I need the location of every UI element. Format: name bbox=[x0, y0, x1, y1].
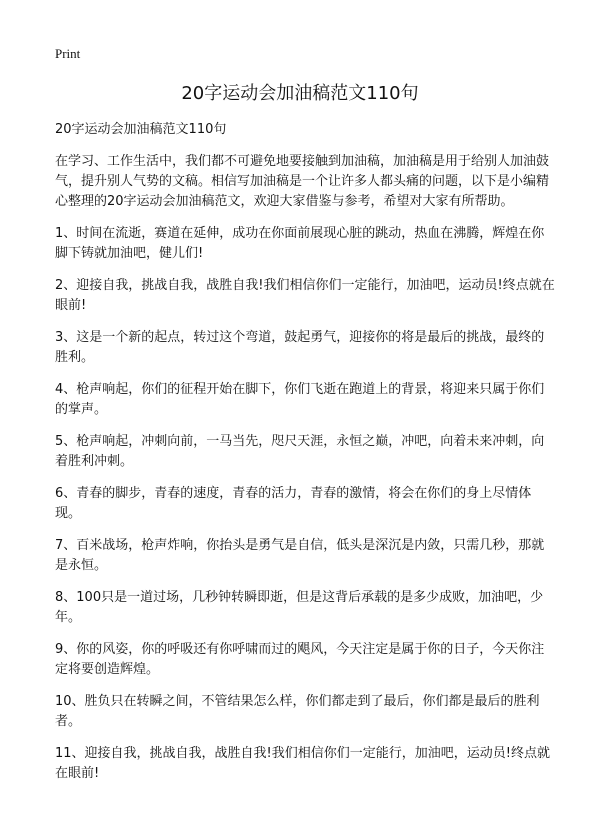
article-body bbox=[55, 120, 557, 796]
article-subtitle: 20字运动会加油稿范文110句 bbox=[55, 122, 227, 137]
cheer-item-11: 11、迎接自我，挑战自我，战胜自我!我们相信你们一定能行，加油吧，运动员!终点就在眼前! bbox=[55, 746, 550, 781]
cheer-item-3: 3、这是一个新的起点，转过这个弯道，鼓起勇气，迎接你的将是最后的挑战，最终的胜利。 bbox=[55, 330, 545, 365]
page-title: 20字运动会加油稿范文110句 bbox=[181, 83, 419, 104]
cheer-item-5: 5、枪声响起，冲刺向前，一马当先，咫尺天涯，永恒之巅，冲吧，向着未来冲刺，向着胜利冲刺。 bbox=[55, 434, 545, 469]
print-link[interactable]: Print bbox=[55, 46, 81, 61]
cheer-item-10: 10、胜负只在转瞬之间，不管结果怎么样，你们都走到了最后，你们都是最后的胜利者。 bbox=[55, 694, 540, 729]
cheer-item-7: 7、百米战场，枪声炸响，你抬头是勇气是自信，低头是深沉是内敛，只需几秒，那就是永恒。 bbox=[55, 538, 545, 573]
intro-paragraph: 在学习、工作生活中，我们都不可避免地要接触到加油稿，加油稿是用于给别人加油鼓气，提升别人气势的文稿。相信写加油稿是一个让许多人都头痛的问题，以下是小编精心整理的20字运动会加油稿范文，欢迎大家借鉴与参考，希望对大家有所帮助。 bbox=[55, 154, 550, 209]
cheer-item-2: 2、迎接自我，挑战自我，战胜自我!我们相信你们一定能行，加油吧，运动员!终点就在眼前! bbox=[55, 278, 555, 313]
cheer-item-6: 6、青春的脚步，青春的速度，青春的活力，青春的激情，将会在你们的身上尽情体现。 bbox=[55, 486, 532, 521]
cheer-item-9: 9、你的风姿，你的呼吸还有你呼啸而过的飓风，今天注定是属于你的日子，今天你注定将要创造辉煌。 bbox=[55, 642, 545, 677]
cheer-item-4: 4、枪声响起，你们的征程开始在脚下，你们飞逝在跑道上的背景，将迎来只属于你们的掌声。 bbox=[55, 382, 545, 417]
cheer-item-8: 8、100只是一道过场，几秒钟转瞬即逝，但是这背后承载的是多少成败，加油吧，少年。 bbox=[55, 590, 544, 625]
cheer-item-1: 1、时间在流逝，赛道在延伸，成功在你面前展现心脏的跳动，热血在沸腾，辉煌在你脚下铸就加油吧，健儿们! bbox=[55, 226, 545, 261]
